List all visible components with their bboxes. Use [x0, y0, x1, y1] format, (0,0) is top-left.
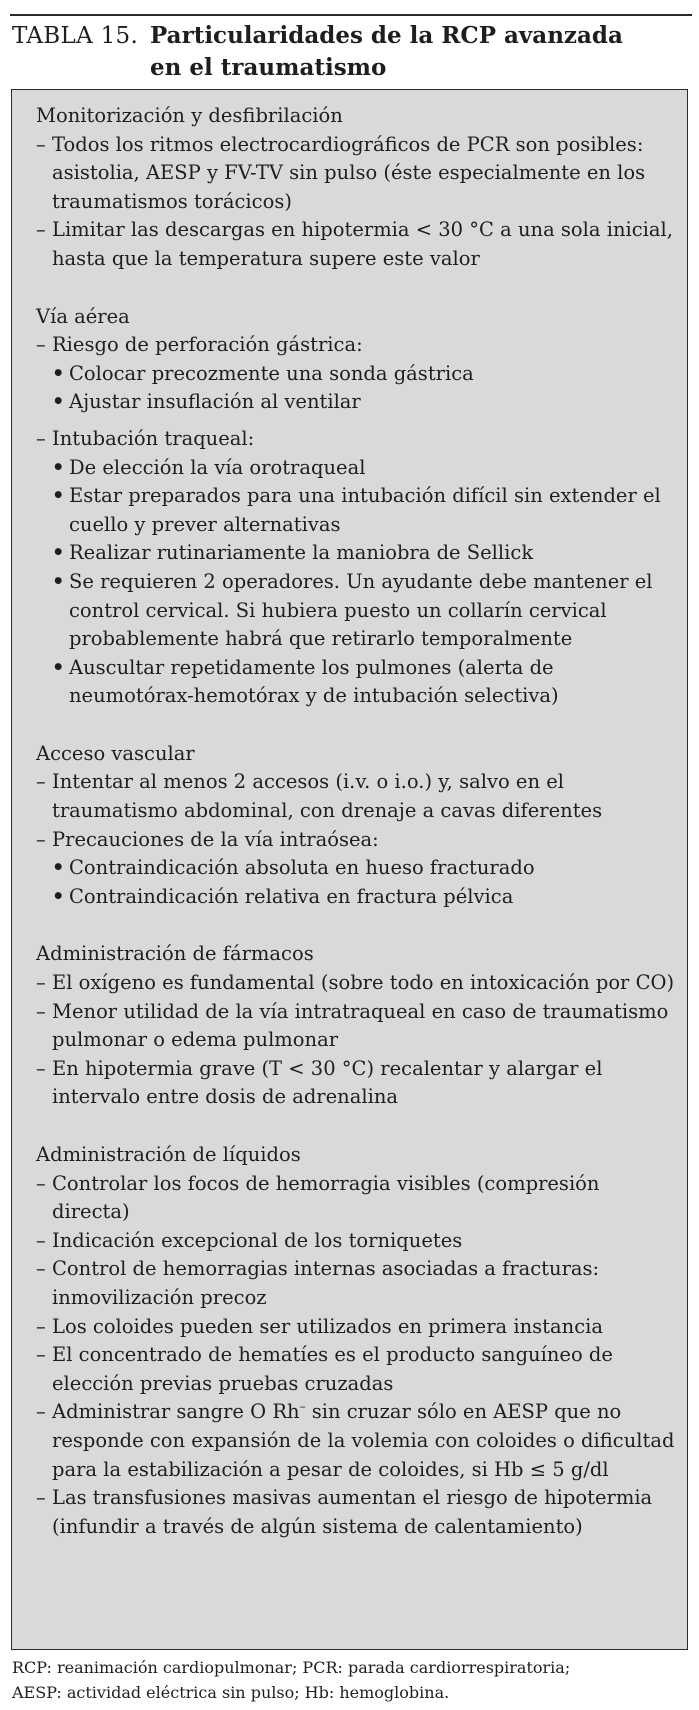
section-liquidos	[36, 1141, 676, 1541]
section-via-aerea	[36, 303, 676, 711]
section-monitorizacion	[36, 102, 676, 274]
section-heading: Vía aérea	[36, 304, 130, 328]
dash-marker: –	[36, 1400, 46, 1424]
dash-marker: –	[36, 999, 46, 1023]
footnote-line: AESP: actividad eléctrica sin pulso; Hb: hemoglobina.	[12, 1683, 450, 1702]
list-item: – Los coloides pueden ser utilizados en primera instancia	[36, 1313, 676, 1342]
list-item: – Controlar los focos de hemorragia visibles (compresión directa)	[36, 1171, 600, 1224]
dash-marker: –	[36, 1314, 46, 1338]
table-title-line1: Particularidades de la RCP avanzada	[150, 22, 623, 49]
dash-marker: –	[36, 1343, 46, 1367]
dash-marker: –	[36, 218, 46, 242]
list-item: – Riesgo de perforación gástrica:	[36, 331, 676, 360]
dash-marker: –	[36, 1171, 46, 1195]
section-heading: Acceso vascular	[36, 741, 195, 765]
list-item: – Administrar sangre O Rh– sin cruzar sólo en AESP que no responde con expansión de la volemia con coloides o dificultad para la estabilización a pesar de coloides, si Hb ≤ 5 g/dl	[36, 1399, 675, 1481]
bullet-icon: •	[52, 884, 65, 908]
sub-item: • Se requieren 2 operadores. Un ayudante debe mantener el control cervical. Si hubiera puesto un collarín cervical probablemente habrá que retirarlo temporalmente	[52, 569, 653, 651]
bullet-icon: •	[52, 655, 65, 679]
list-item: – Las transfusiones masivas aumentan el riesgo de hipotermia (infundir a través de algún sistema de calentamiento)	[36, 1486, 653, 1538]
sub-item: • De elección la vía orotraqueal	[36, 454, 676, 483]
list-item: – Precauciones de la vía intraósea:	[36, 826, 676, 855]
sub-item: • Ajustar insuflación al ventilar	[36, 388, 676, 417]
list-item: – El concentrado de hematíes es el producto sanguíneo de elección previas pruebas cruzadas	[36, 1343, 613, 1395]
list-item: – Intubación traqueal:	[36, 425, 676, 454]
section-heading: Administración de líquidos	[36, 1143, 301, 1166]
dash-marker: –	[36, 971, 46, 995]
dash-marker: –	[36, 426, 46, 450]
table-title	[12, 20, 692, 83]
dash-marker: –	[36, 1486, 46, 1510]
footnote-line: RCP: reanimación cardiopulmonar; PCR: parada cardiorrespiratoria;	[12, 1658, 571, 1677]
list-item: – Indicación excepcional de los torniquetes	[36, 1227, 676, 1256]
list-item: – Intentar al menos 2 accesos (i.v. o i.o.) y, salvo en el traumatismo abdominal, con drenaje a cavas diferentes	[36, 770, 603, 823]
section-farmacos	[36, 940, 676, 1112]
dash-marker: –	[36, 770, 46, 794]
list-item: – Limitar las descargas en hipotermia < 30 °C a una sola inicial, hasta que la temperatura supere este valor	[36, 218, 673, 270]
dash-marker: –	[36, 333, 46, 357]
sub-item: • Realizar rutinariamente la maniobra de Sellick	[36, 539, 676, 568]
dash-marker: –	[36, 132, 46, 156]
dash-marker: –	[36, 1257, 46, 1281]
section-heading: Monitorización y desfibrilación	[36, 104, 343, 127]
list-item: – Menor utilidad de la vía intratraqueal en caso de traumatismo pulmonar o edema pulmonar	[36, 999, 669, 1052]
top-rule	[10, 14, 692, 16]
list-item: – Control de hemorragias internas asociadas a fracturas: inmovilización precoz	[36, 1257, 600, 1309]
bullet-icon: •	[52, 455, 65, 479]
dash-marker: –	[36, 827, 46, 851]
table-footnote	[12, 1655, 692, 1705]
bullet-icon: •	[52, 361, 65, 385]
sub-item: • Contraindicación absoluta en hueso fracturado	[36, 854, 676, 883]
bullet-icon: •	[52, 390, 65, 414]
sub-item: • Colocar precozmente una sonda gástrica	[36, 360, 676, 389]
sub-item: • Estar preparados para una intubación difícil sin extender el cuello y prever alternativas	[52, 484, 661, 536]
bullet-icon: •	[52, 541, 65, 565]
list-item: – Todos los ritmos electrocardiográficos de PCR son posibles: asistolia, AESP y FV-TV sin pulso (éste especialmente en los traumatismos torácicos)	[36, 132, 646, 213]
section-acceso-vascular	[36, 740, 676, 912]
list-item: – En hipotermia grave (T < 30 °C) recalentar y alargar el intervalo entre dosis de adrenalina	[36, 1056, 603, 1109]
section-heading: Administración de fármacos	[36, 942, 314, 966]
table-panel	[11, 89, 688, 1650]
dash-marker: –	[36, 1228, 46, 1252]
sub-item: • Contraindicación relativa en fractura pélvica	[36, 883, 676, 912]
dash-marker: –	[36, 1056, 46, 1080]
bullet-icon: •	[52, 856, 65, 880]
superscript-minus: –	[299, 1399, 306, 1414]
table-content	[36, 102, 676, 1570]
bullet-icon: •	[52, 484, 65, 508]
table-title-line2: en el traumatismo	[150, 54, 387, 81]
table-label: TABLA 15.	[12, 23, 139, 49]
list-item: – El oxígeno es fundamental (sobre todo en intoxicación por CO)	[36, 969, 676, 998]
sub-item: • Auscultar repetidamente los pulmones (alerta de neumotórax-hemotórax y de intubación selectiva)	[52, 655, 559, 708]
bullet-icon: •	[52, 569, 65, 593]
